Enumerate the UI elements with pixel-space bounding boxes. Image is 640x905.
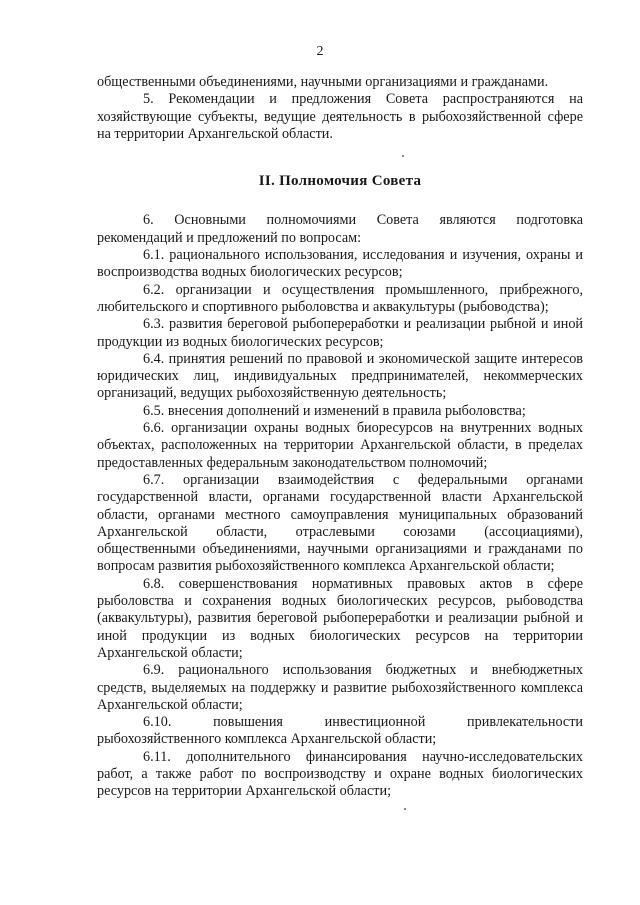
section-paragraph: 6.1. рационального использования, исследования и изучения, охраны и воспроизводства водных биологических ресурсов; <box>97 247 583 281</box>
scan-speck <box>404 808 406 810</box>
section-paragraph: 6.6. организации охраны водных биоресурсов на внутренних водных объектах, расположенных на территории Архангельской области, в пределах предоставленных федеральным законодательством полномочий; <box>97 420 583 471</box>
section-paragraph: 6.2. организации и осуществления промышленного, прибрежного, любительского и спортивного рыболовства и аквакультуры (рыбоводства); <box>97 281 583 315</box>
section-paragraph: 6.7. организации взаимодействия с федеральными органами государственной власти, органами государственной власти Архангельской области, органами местного самоуправления муниципальных образований Архангельской области, отраслевыми союзами (ассоциациями), общественными объединениями, научными организациями и гражданами по вопросам развития рыбохозяйственного комплекса Архангельской области; <box>97 471 583 575</box>
section-heading: II. Полномочия Совета <box>258 173 422 190</box>
section-paragraph: 6.4. принятия решений по правовой и экономической защите интересов юридических лиц, индивидуальных предпринимателей, некоммерческих организаций, ведущих рыбохозяйственную деятельность; <box>97 350 583 402</box>
section-paragraph: 6.5. внесения дополнений и изменений в правила рыболовства; <box>143 402 526 419</box>
page-number: 2 <box>316 44 324 59</box>
intro-paragraph: 5. Рекомендации и предложения Совета распространяются на хозяйствующие субъекты, ведущие деятельность в рыбохозяйственной сфере на территории Архангельской области. <box>97 91 583 142</box>
document-body <box>97 74 583 801</box>
scan-speck <box>402 155 404 157</box>
section-paragraph: 6.11. дополнительного финансирования научно-исследовательских работ, а также работ по воспроизводству и охране водных биологических ресурсов на территории Архангельской области; <box>97 748 583 800</box>
section-paragraph: 6.10. повышения инвестиционной привлекательности рыбохозяйственного комплекса Архангельской области; <box>97 714 583 748</box>
section-paragraph: 6. Основными полномочиями Совета являются подготовка рекомендаций и предложений по вопросам: <box>97 212 583 246</box>
section-paragraph: 6.3. развития береговой рыбопереработки и реализации рыбной и иной продукции из водных биологических ресурсов; <box>97 316 583 350</box>
section-paragraph: 6.8. совершенствования нормативных правовых актов в сфере рыболовства и сохранения водных биологических ресурсов, рыбоводства (аквакультуры), развития береговой рыбопереработки и реализации рыбной и иной продукции из водных биологических ресурсов на территории Архангельской области; <box>97 575 583 661</box>
intro-paragraph: общественными объединениями, научными организациями и гражданами. <box>97 74 549 90</box>
section-paragraph: 6.9. рационального использования бюджетных и внебюджетных средств, выделяемых на поддержку и развитие рыбохозяйственного комплекса Архангельской области; <box>97 662 583 713</box>
